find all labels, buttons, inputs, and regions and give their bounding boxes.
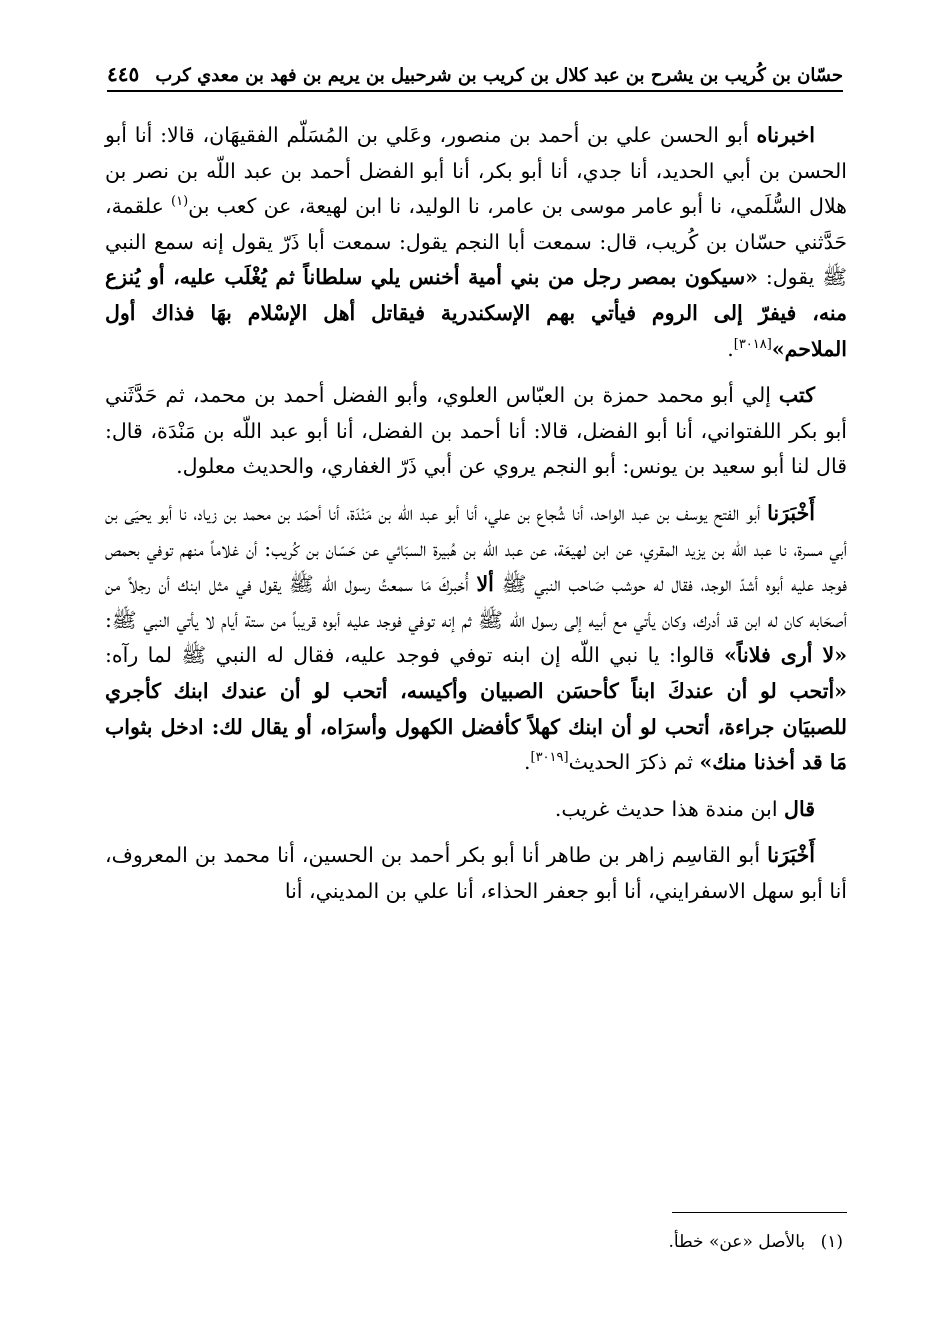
paragraph-text: أبو الحسن علي بن أحمد بن منصور، وعَلي بن المُسَلّم الفقيهَان، قالا: أنا أبو الحسن بن أبي الحديد، أنا جدي، أنا أبو بكر، أنا أبو الفضل أحمد بن عبد اللّه بن نصر بن هلال السُّلَمي، نا أبو عامر موسى بن عامر، نا الوليد، نا ابن لهيعة، عن كعب بن — [105, 123, 847, 219]
paragraph-keyword: كتب — [778, 383, 815, 408]
paragraph-text: ابن مندة هذا حديث غريب. — [554, 796, 785, 821]
footnote-number: (١) — [820, 1232, 843, 1252]
hadith-text: «سيكون بمصر رجل من بني أمية أخنس يلي سلطاناً ثم يُغْلَب عليه، أو يُنزع منه، فيفرّ إلى الروم فيأتي بهم الإسكندرية فيقاتل أهل الإسْلام بهَا فذاك أول الملاحم» — [105, 265, 847, 361]
running-header — [107, 52, 843, 92]
footnote-text: بالأصل «عن» خطأ. — [668, 1232, 806, 1252]
paragraph-text: علقمة، حَدَّثني حسّان بن كُريب، قال: سمعت أبا النجم يقول: سمعت أبا ذَرّ يقول إنه سمع النبي ﷺ يقول: — [105, 194, 848, 290]
paragraph-text: أُخبركَ مَا سمعتُ رسول اللّه ﷺ يقول في مثل ابنك أن رجلاً من أصحَابه كان له ابن قد أدرك، وكان يأتي مع أبيه إلى رسول اللّه ﷺ ثم إنه توفي فوجد عليه أبوه قريباً من ستة أيام لا يأتي النبي ﷺ: — [105, 572, 847, 632]
reference-marker: [٣٠١٩] — [530, 750, 569, 766]
hadith-text: «أتحب لو أن عندكَ ابناً كأحسَن الصبيان وأكيسه، أتحب لو أن عندك ابنك كأجري للصبيَان جراءة، أتحب لو أن ابنك كهلاً كأفضل الكهول وأسرَاه، أو يقال لك: ادخل بثواب مَا قد أخذنا منك» — [105, 678, 847, 775]
paragraph-keyword: أَخْبَرَنا — [767, 500, 815, 525]
reference-marker: [٣٠١٨] — [733, 336, 772, 352]
paragraph-text: إلي أبو محمد حمزة بن العبّاس العلوي، وأبو الفضل أحمد بن محمد، ثم حَدَّثَني أبو بكر اللفتواني، أنا أبو الفضل، قالا: أنا أحمد بن الفضل، أنا أبو عبد اللّه بن مَنْدَة، قال: قال لنا أبو سعيد بن يونس: أبو النجم يروي عن أبي ذَرّ الغفاري، والحديث معلول. — [105, 383, 847, 479]
page-number: ٤٤٥ — [107, 62, 140, 86]
paragraph-text: . — [523, 750, 531, 775]
footnote — [107, 1232, 843, 1252]
paragraph — [105, 838, 847, 909]
paragraph — [105, 118, 847, 367]
footnote-divider — [672, 1212, 847, 1213]
paragraph-keyword: قال — [784, 796, 815, 821]
reference-marker: (١) — [171, 194, 189, 210]
paragraph-text: أبو الفتح يوسف بن عبد الواحد، أنا شُجاع بن علي، أنا أبو عبد اللّه بن مَنْدَة، أنا أحمَد بن محمد بن زياد، نا أبو يحيَى بن أبي مسرة، نا عبد اللّه بن يزيد المقري، عن ابن لهيعَة، عن عبد اللّه بن هُبيرة السبَائي عن حَسّان بن كُريب: أن غلاماً منهم توفي بحمص فوجد عليه أبوه أشدّ الوجد، فقال له حوشب صَاحب النبي ﷺ — [105, 500, 848, 597]
paragraph — [105, 378, 847, 485]
body-text — [105, 118, 847, 920]
paragraph-keyword: أَخْبَرَنا — [767, 843, 815, 868]
hadith-text: ألا — [476, 572, 494, 597]
paragraph-text: أبو القاسِم زاهر بن طاهر أنا أبو بكر أحمد بن الحسين، أنا محمد بن المعروف، أنا أبو سهل الاسفرايني، أنا أبو جعفر الحذاء، أنا علي بن المديني، أنا — [105, 843, 847, 903]
paragraph-keyword: اخبرناه — [756, 123, 815, 147]
paragraph — [105, 792, 847, 828]
paragraph-text: قالوا: يا نبي اللّه إن ابنه توفي فوجد عليه، فقال له النبي ﷺ لما رآه: — [105, 643, 724, 668]
paragraph-text: . — [727, 336, 734, 361]
paragraph — [105, 496, 847, 781]
hadith-text: «لا أرى فلاناً» — [723, 643, 848, 668]
paragraph-text: ثم ذكرَ الحديث — [568, 750, 700, 775]
header-title: حسّان بن كُريب بن يشرح بن عبد كلال بن كريب بن شرحبيل بن يريم بن فهد بن معدي كرب — [155, 65, 843, 86]
